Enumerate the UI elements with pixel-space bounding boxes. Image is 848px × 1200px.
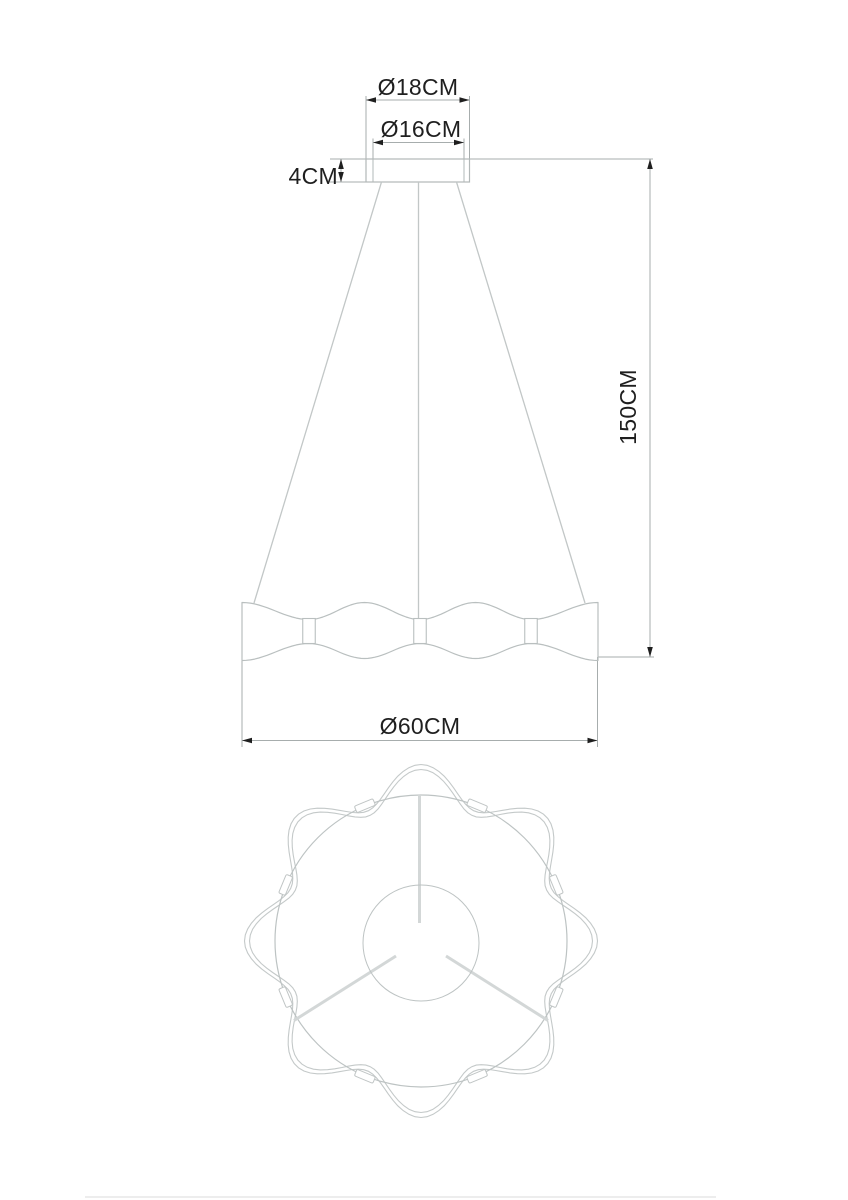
dim-label-canopy-height: 4CM [288,163,338,189]
dim-label-canopy-inner: Ø16CM [380,116,462,142]
dim-label-shade-diameter: Ø60CM [379,713,461,739]
dimension-arrowhead [647,647,653,657]
dim-label-canopy-outer: Ø18CM [377,74,459,100]
plan-connector-clip [467,799,488,813]
dimension-arrowhead [242,738,252,744]
plan-connector-clip [354,799,375,813]
plan-connector-clip [279,987,293,1008]
suspension-cable [254,182,382,603]
wavy-shade-profile [242,603,598,661]
plan-connector-clip [467,1069,488,1083]
ceiling-canopy [366,159,470,182]
dimension-arrows [242,97,653,743]
shade-connector-clip [303,619,316,644]
dim-label-drop-height: 150CM [615,369,641,445]
dimension-arrowhead [460,97,470,103]
plan-spoke [446,956,548,1021]
dimension-arrowhead [366,97,376,103]
suspension-cables [254,182,585,619]
plan-spoke [294,956,396,1021]
plan-connector-clip [549,987,563,1008]
plan-connector-clip [354,1069,375,1083]
plan-connector-clip [549,874,563,895]
dimension-arrowhead [338,159,344,169]
dimension-and-extension-lines [242,96,654,747]
canopy-body [366,159,470,182]
shade-connector-clip [414,619,427,644]
plan-connector-clip [279,874,293,895]
dimension-arrowhead [647,159,653,169]
dimension-arrowhead [338,172,344,182]
suspension-cable [457,182,586,603]
plan-view-geometry [245,765,598,1118]
shade-connector-clip [525,619,538,644]
dimension-arrowhead [588,738,598,744]
plan-view [245,765,598,1118]
front-view [242,74,654,747]
